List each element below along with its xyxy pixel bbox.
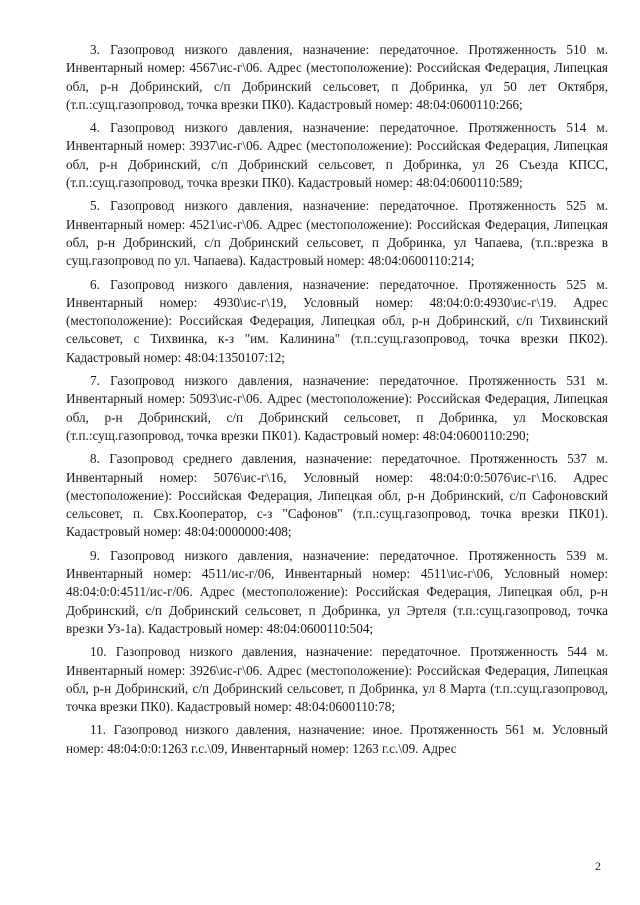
list-item: 8. Газопровод среднего давления, назначение: передаточное. Протяженность 537 м. Инвентарный номер: 5076\ис-г\16, Условный номер: 48:04:0:0:5076\ис-г\16. Адрес (местоположение): Российская Федерация, Липецкая обл, р-н Добринский, с/п Сафоновский сельсовет, п. Свх.Кооператор, с-з "Сафонов" (т.п.:сущ.газопровод, точка врезки ПК01). Кадастровый номер: 48:04:0000000:408;: [66, 451, 608, 540]
document-page: [66, 41, 608, 763]
list-item: 11. Газопровод низкого давления, назначение: иное. Протяженность 561 м. Условный номер: 48:04:0:0:1263 г.с.\09, Инвентарный номер: 1263 г.с.\09. Адрес: [66, 722, 608, 756]
list-item: 10. Газопровод низкого давления, назначение: передаточное. Протяженность 544 м. Инвентарный номер: 3926\ис-г\06. Адрес (местоположение): Российская Федерация, Липецкая обл, р-н Добринский, с/п Добринский сельсовет, п Добринка, ул 8 Марта (т.п.:сущ.газопровод, точка врезки ПК0). Кадастровый номер: 48:04:0600110:78;: [66, 644, 608, 715]
page-number: 2: [595, 859, 601, 873]
list-item: 6. Газопровод низкого давления, назначение: передаточное. Протяженность 525 м. Инвентарный номер: 4930\ис-г\19, Условный номер: 48:04:0:0:4930\ис-г\19. Адрес (местоположение): Российская Федерация, Липецкая обл, р-н Добринский, с/п Тихвинский сельсовет, с Тихвинка, к-з "им. Калинина" (т.п.:сущ.газопровод, точка врезки ПК02). Кадастровый номер: 48:04:1350107:12;: [66, 276, 608, 365]
list-item: 3. Газопровод низкого давления, назначение: передаточное. Протяженность 510 м. Инвентарный номер: 4567\ис-г\06. Адрес (местоположение): Российская Федерация, Липецкая обл, р-н Добринский, с/п Добринский сельсовет, п Добринка, ул 50 лет Октября, (т.п.:сущ.газопровод, точка врезки ПК0). Кадастровый номер: 48:04:0600110:266;: [66, 42, 608, 112]
list-item: 7. Газопровод низкого давления, назначение: передаточное. Протяженность 531 м. Инвентарный номер: 5093\ис-г\06. Адрес (местоположение): Российская Федерация, Липецкая обл, р-н Добринский, с/п Добринский сельсовет, п Добринка, ул Московская (т.п.:сущ.газопровод, точка врезки ПК01). Кадастровый номер: 48:04:0600110:290;: [66, 373, 608, 443]
list-item: 5. Газопровод низкого давления, назначение: передаточное. Протяженность 525 м. Инвентарный номер: 4521\ис-г\06. Адрес (местоположение): Российская Федерация, Липецкая обл, р-н Добринский, с/п Добринский сельсовет, п Добринка, ул Чапаева, (т.п.:врезка в сущ.газопровод по ул. Чапаева). Кадастровый номер: 48:04:0600110:214;: [66, 198, 608, 269]
list-item: 4. Газопровод низкого давления, назначение: передаточное. Протяженность 514 м. Инвентарный номер: 3937\ис-г\06. Адрес (местоположение): Российская Федерация, Липецкая обл, р-н Добринский, с/п Добринский сельсовет, п Добринка, ул 26 Съезда КПСС, (т.п.:сущ.газопровод, точка врезки ПК0). Кадастровый номер: 48:04:0600110:589;: [66, 120, 608, 191]
list-item: 9. Газопровод низкого давления, назначение: передаточное. Протяженность 539 м. Инвентарный номер: 4511/ис-г/06, Инвентарный номер: 4511\ис-г\06, Условный номер: 48:04:0:0:4511/ис-г/06. Адрес (местоположение): Российская Федерация, Липецкая обл, р-н Добринский, с/п Добринский сельсовет, п Добринка, ул Эртеля (т.п.:сущ.газопровод, точка врезки Уз-1а). Кадастровый номер: 48:04:0600110:504;: [66, 547, 608, 636]
